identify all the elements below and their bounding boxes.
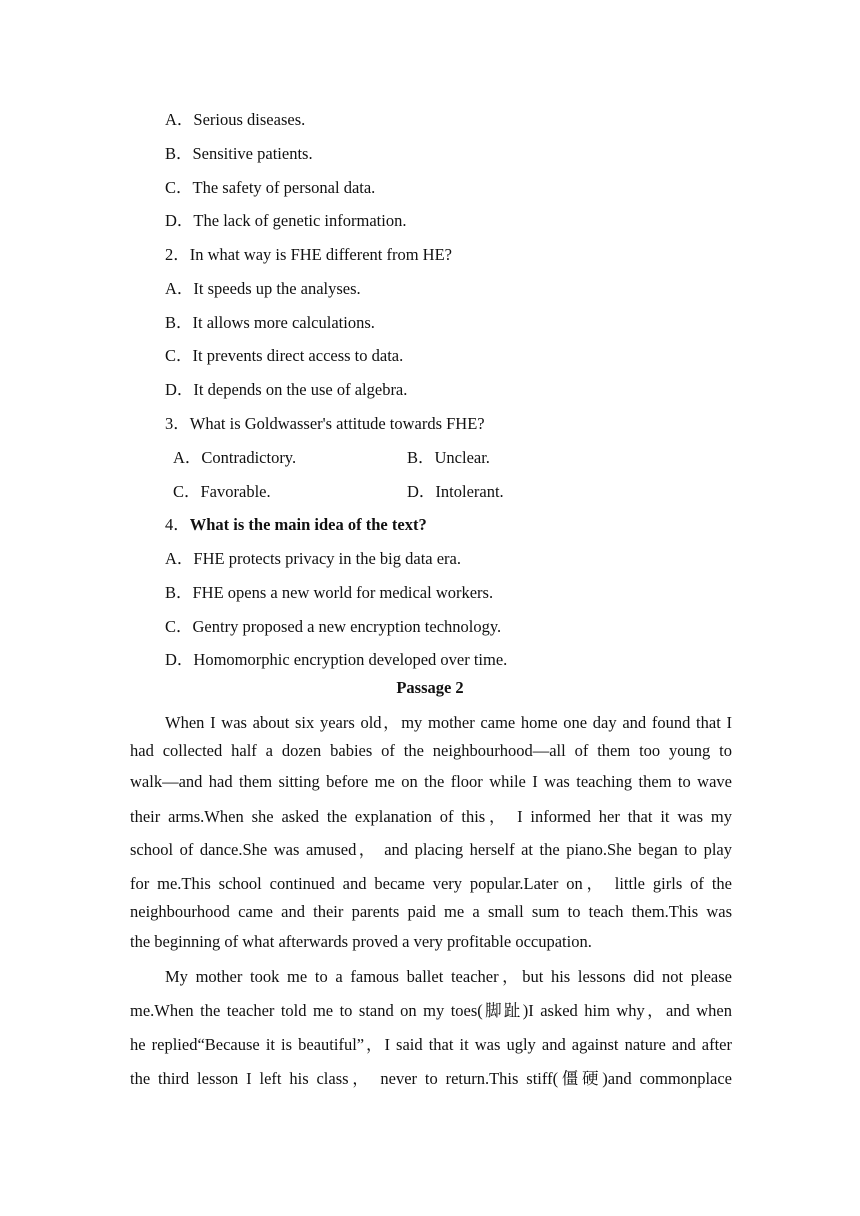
paragraph-line: school of dance.She was amused， and placing herself at the piano.She began to play	[130, 840, 732, 859]
q2-option-d: D．It depends on the use of algebra.	[165, 380, 408, 399]
paragraph-line: the beginning of what afterwards proved a very profitable occupation.	[130, 932, 592, 951]
paragraph-line: had collected half a dozen babies of the neighbourhood—all of them too young to	[130, 741, 732, 760]
q1-option-a: A．Serious diseases.	[165, 110, 306, 129]
q4-number: 4．	[165, 515, 190, 534]
paragraph-line: the third lesson I left his class， never to return.This stiff(僵硬)and commonplace	[130, 1069, 732, 1088]
q2-option-a: A．It speeds up the analyses.	[165, 279, 361, 298]
paragraph-line: for me.This school continued and became very popular.Later on， little girls of the	[130, 874, 732, 893]
paragraph-line: When I was about six years old，my mother came home one day and found that I	[165, 713, 732, 732]
q3-option-a: A．Contradictory.	[173, 448, 297, 467]
q2-question: 2．In what way is FHE different from HE?	[165, 245, 453, 264]
q4-question: What is the main idea of the text?	[189, 515, 427, 534]
q1-option-c: C．The safety of personal data.	[165, 178, 376, 197]
q4-option-b: B．FHE opens a new world for medical workers.	[165, 583, 494, 602]
q1-option-b: B．Sensitive patients.	[165, 144, 313, 163]
paragraph-line: My mother took me to a famous ballet teacher，but his lessons did not please	[165, 967, 732, 986]
q2-option-c: C．It prevents direct access to data.	[165, 346, 404, 365]
paragraph-line: me.When the teacher told me to stand on my toes(脚趾)I asked him why，and when	[130, 1001, 732, 1020]
paragraph-line: neighbourhood came and their parents paid me a small sum to teach them.This was	[130, 902, 732, 921]
paragraph-line: their arms.When she asked the explanation of this， I informed her that it was my	[130, 807, 732, 826]
q4-question-row	[165, 511, 427, 535]
q4-option-a: A．FHE protects privacy in the big data era.	[165, 549, 461, 568]
q2-option-b: B．It allows more calculations.	[165, 313, 375, 332]
q3-option-b: B．Unclear.	[407, 448, 490, 467]
q1-option-d: D．The lack of genetic information.	[165, 211, 407, 230]
paragraph-line: walk—and had them sitting before me on the floor while I was teaching them to wave	[130, 772, 732, 791]
q3-option-d: D．Intolerant.	[407, 482, 504, 501]
q3-question: 3．What is Goldwasser's attitude towards FHE?	[165, 414, 485, 433]
q4-option-d: D．Homomorphic encryption developed over time.	[165, 650, 508, 669]
q4-option-c: C．Gentry proposed a new encryption technology.	[165, 617, 502, 636]
passage-title: Passage 2	[396, 678, 464, 697]
paragraph-line: he replied“Because it is beautiful”，I said that it was ugly and against nature and after	[130, 1035, 732, 1054]
q3-option-c: C．Favorable.	[173, 482, 271, 501]
